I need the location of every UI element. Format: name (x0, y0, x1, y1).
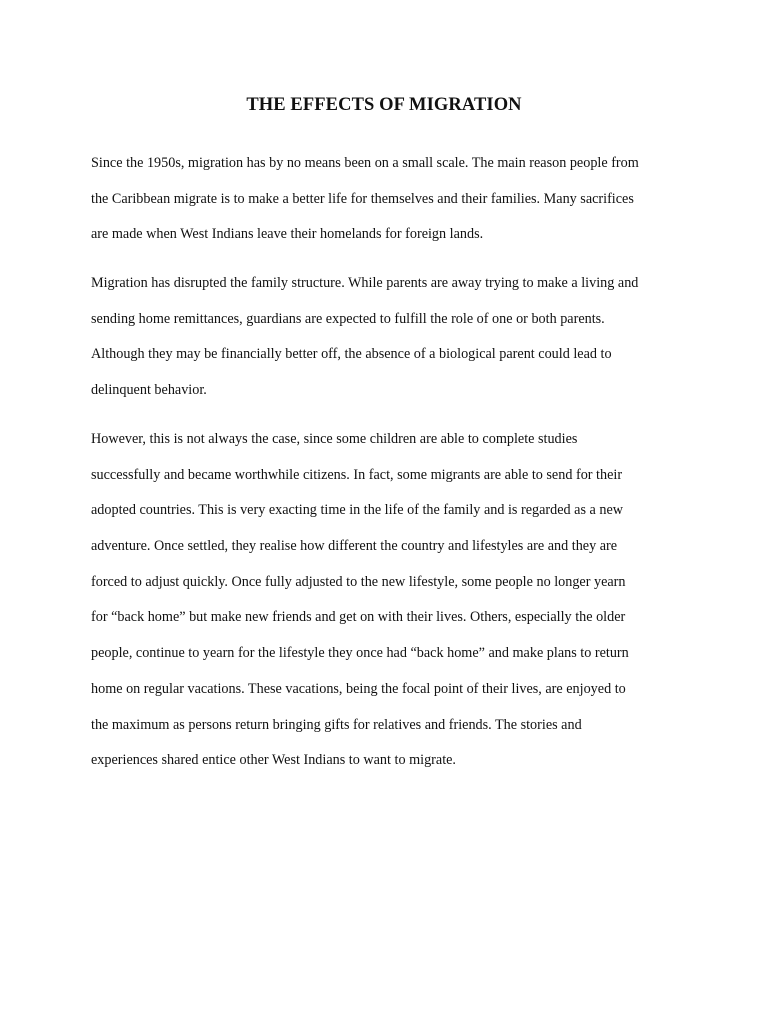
paragraph-line: experiences shared entice other West Indians to want to migrate. (91, 752, 456, 769)
paragraph-line: sending home remittances, guardians are expected to fulfill the role of one or both parents. (91, 310, 605, 327)
paragraph-line: forced to adjust quickly. Once fully adjusted to the new lifestyle, some people no longer yearn (91, 573, 626, 590)
paragraph-line: Since the 1950s, migration has by no means been on a small scale. The main reason people from (91, 155, 639, 171)
paragraph-line: for “back home” but make new friends and get on with their lives. Others, especially the older (91, 609, 626, 626)
paragraph-1 (91, 153, 691, 260)
paragraph-line: Although they may be financially better off, the absence of a biological parent could lead to (91, 346, 612, 363)
paragraph-line: adventure. Once settled, they realise how different the country and lifestyles are and they are (91, 538, 618, 555)
paragraph-line: are made when West Indians leave their homelands for foreign lands. (91, 226, 484, 243)
paragraph-2 (91, 273, 691, 416)
paragraph-line: adopted countries. This is very exacting time in the life of the family and is regarded as a new (91, 502, 623, 519)
paragraph-line: the Caribbean migrate is to make a better life for themselves and their families. Many sacrifices (91, 190, 634, 207)
paragraph-line: successfully and became worthwhile citizens. In fact, some migrants are able to send for their (91, 466, 623, 483)
paragraph-line: home on regular vacations. These vacations, being the focal point of their lives, are enjoyed to (91, 680, 626, 697)
paragraph-line: the maximum as persons return bringing gifts for relatives and friends. The stories and (91, 716, 582, 733)
document-title: THE EFFECTS OF MIGRATION (246, 95, 522, 115)
paragraph-3 (91, 429, 691, 786)
paragraph-line: people, continue to yearn for the lifestyle they once had “back home” and make plans to return (91, 645, 629, 662)
paragraph-line: Migration has disrupted the family structure. While parents are away trying to make a living and (91, 275, 639, 291)
paragraph-line: However, this is not always the case, since some children are able to complete studies (91, 431, 578, 447)
paragraph-line: delinquent behavior. (91, 382, 207, 399)
